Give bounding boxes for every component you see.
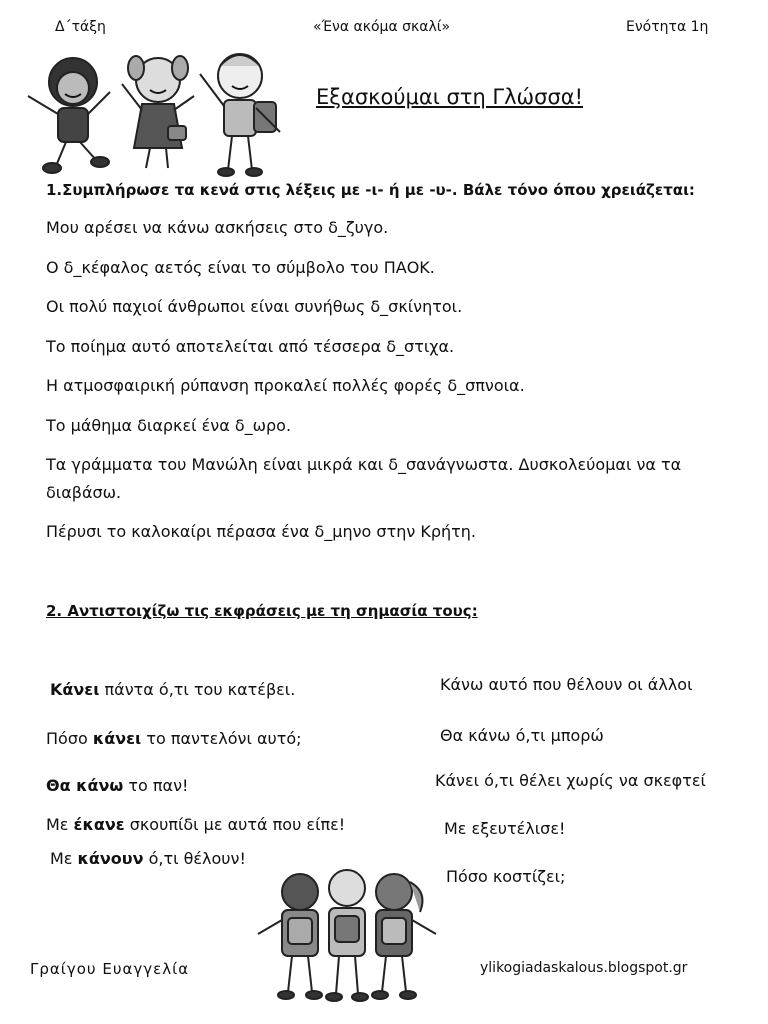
exercise1-sentence: Τα γράμματα του Μανώλη είναι μικρά και δ_σανάγνωστα. Δυσκολεύομαι να τα διαβάσω. <box>46 455 682 502</box>
exercise1-sentence: Μου αρέσει να κάνω ασκήσεις στο δ_ζυγο. <box>46 218 389 237</box>
expression-item: Θα κάνω το παν! <box>46 776 189 795</box>
author-name: Γραίγου Ευαγγελία <box>30 960 190 978</box>
meaning-item: Κάνω αυτό που θέλουν οι άλλοι <box>440 675 693 694</box>
worksheet-title: Εξασκούμαι στη Γλώσσα! <box>316 85 584 109</box>
exercise1-sentence: Ο δ_κέφαλος αετός είναι το σύμβολο του ΠΑΟΚ. <box>46 258 435 277</box>
meaning-item: Κάνει ό,τι θέλει χωρίς να σκεφτεί <box>435 771 706 790</box>
meaning-item: Με εξευτέλισε! <box>444 819 566 838</box>
exercise1-sentence: Οι πολύ παχιοί άνθρωποι είναι συνήθως δ_σκίνητοι. <box>46 297 463 316</box>
meaning-item: Πόσο κοστίζει; <box>446 867 566 886</box>
exercise1-instruction: 1.Συμπλήρωσε τα κενά στις λέξεις με -ι- ή με -υ-. Βάλε τόνο όπου χρειάζεται: <box>46 181 695 199</box>
grade-label: Δ΄τάξη <box>55 19 106 35</box>
kids-illustration-bottom <box>252 868 442 1004</box>
exercise1-sentence: Το ποίημα αυτό αποτελείται από τέσσερα δ_στιχα. <box>46 337 455 356</box>
meaning-item: Θα κάνω ό,τι μπορώ <box>440 726 604 745</box>
exercise1-sentence: Πέρυσι το καλοκαίρι πέρασα ένα δ_μηνο στην Κρήτη. <box>46 522 477 541</box>
exercise1-sentence: Η ατμοσφαιρική ρύπανση προκαλεί πολλές φορές δ_σπνοια. <box>46 376 525 395</box>
kid-figure-left <box>28 58 110 173</box>
exercise2-instruction: 2. Αντιστοιχίζω τις εκφράσεις με τη σημασία τους: <box>46 602 478 620</box>
expression-item: Κάνει πάντα ό,τι του κατέβει. <box>50 680 296 699</box>
kid-figure-right <box>200 54 280 176</box>
expression-item: Με κάνουν ό,τι θέλουν! <box>50 849 246 868</box>
kid-figure-middle <box>122 56 194 168</box>
expression-item: Με έκανε σκουπίδι με αυτά που είπε! <box>46 815 346 834</box>
kids-illustration-top <box>18 44 288 184</box>
source-site: ylikogiadaskalous.blogspot.gr <box>480 960 688 976</box>
unit-label: Ενότητα 1η <box>626 19 709 35</box>
book-title: «Ένα ακόμα σκαλί» <box>313 19 451 35</box>
expression-item: Πόσο κάνει το παντελόνι αυτό; <box>46 729 302 748</box>
exercise1-sentence: Το μάθημα διαρκεί ένα δ_ωρο. <box>46 416 292 435</box>
